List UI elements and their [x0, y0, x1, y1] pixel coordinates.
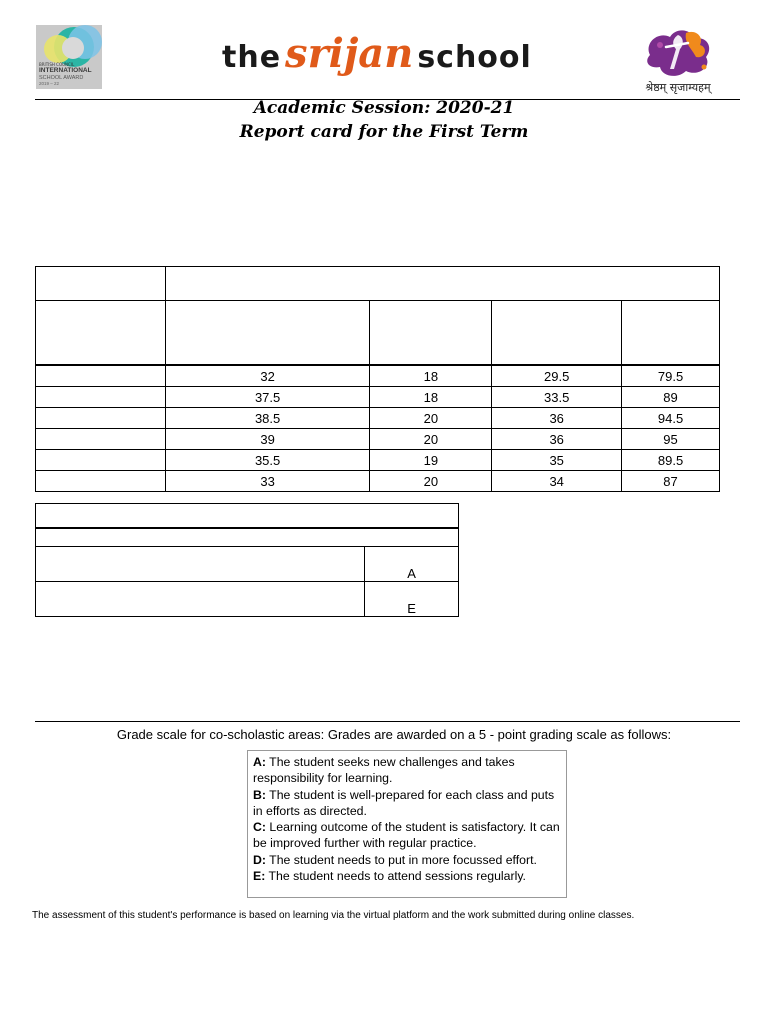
header-cell — [36, 504, 459, 529]
table-row — [36, 365, 720, 387]
school-logo-wordmark — [222, 30, 562, 80]
score-cell: 20 — [370, 471, 492, 492]
subject-cell — [36, 471, 166, 492]
total-cell: 87 — [622, 471, 720, 492]
score-cell: 37.5 — [165, 387, 370, 408]
international-school-award-logo — [36, 25, 102, 89]
logo-the: the — [222, 40, 282, 75]
subject-cell — [36, 429, 166, 450]
subject-cell — [36, 408, 166, 429]
scholastic-marks-table — [35, 266, 720, 492]
award-title: INTERNATIONAL — [39, 67, 92, 74]
grade-scale-item — [253, 819, 566, 852]
table-subheader-row — [36, 301, 720, 366]
total-cell: 89.5 — [622, 450, 720, 471]
report-card-title: Report card for the First Term — [239, 122, 529, 142]
table-row — [36, 547, 459, 582]
table-row — [36, 582, 459, 617]
subject-cell — [36, 387, 166, 408]
table-row — [36, 450, 720, 471]
score-cell: 19 — [370, 450, 492, 471]
award-years: 2019 – 22 — [39, 81, 60, 86]
header-cell — [370, 301, 492, 366]
logo-srijan: srijan — [285, 30, 414, 77]
score-cell: 33 — [165, 471, 370, 492]
grade-cell: E — [365, 582, 459, 617]
school-motto: श्रेष्ठम् सृजाम्यहम् — [645, 81, 711, 94]
grade-scale-heading: Grade scale for co-scholastic areas: Grades are awarded on a 5 - point grading scale as follows: — [116, 727, 672, 742]
section-divider — [35, 721, 740, 722]
grade-scale-item — [253, 787, 566, 820]
grade-letter: A: — [253, 755, 266, 769]
header-cell — [36, 528, 459, 547]
table-row — [36, 471, 720, 492]
header-cell — [165, 301, 370, 366]
table-row — [36, 387, 720, 408]
subject-cell — [36, 365, 166, 387]
activity-cell — [36, 582, 365, 617]
grade-scale-item — [253, 852, 566, 868]
table-subheader-row — [36, 528, 459, 547]
total-cell: 95 — [622, 429, 720, 450]
header-cell — [492, 301, 622, 366]
score-cell: 38.5 — [165, 408, 370, 429]
grade-description: The student is well-prepared for each class and puts in efforts as directed. — [253, 787, 555, 818]
grade-description: Learning outcome of the student is satisfactory. It can be improved further with regular practice. — [253, 820, 560, 851]
score-cell: 39 — [165, 429, 370, 450]
score-cell: 36 — [492, 408, 622, 429]
table-row — [36, 429, 720, 450]
total-cell: 89 — [622, 387, 720, 408]
header-cell — [165, 267, 719, 301]
score-cell: 36 — [492, 429, 622, 450]
score-cell: 20 — [370, 408, 492, 429]
logo-school: school — [417, 40, 532, 75]
grade-scale-item — [253, 754, 566, 787]
score-cell: 35.5 — [165, 450, 370, 471]
total-cell: 94.5 — [622, 408, 720, 429]
score-cell: 34 — [492, 471, 622, 492]
header-cell — [36, 301, 166, 366]
grade-description: The student needs to put in more focussed effort. — [265, 852, 537, 867]
school-emblem-splash-icon — [640, 25, 718, 79]
score-cell: 18 — [370, 365, 492, 387]
table-header-row — [36, 504, 459, 529]
score-cell: 18 — [370, 387, 492, 408]
grade-letter: C: — [253, 820, 266, 835]
activity-cell — [36, 547, 365, 582]
grade-scale-box — [247, 750, 567, 898]
grade-letter: E: — [253, 869, 266, 884]
grade-cell: A — [365, 547, 459, 582]
score-cell: 20 — [370, 429, 492, 450]
header-cell — [622, 301, 720, 366]
grade-letter: B: — [253, 787, 266, 802]
grade-description: The student seeks new challenges and takes responsibility for learning. — [253, 755, 515, 786]
assessment-footnote: The assessment of this student's performance is based on learning via the virtual platform and the work submitted during online classes. — [32, 910, 635, 921]
award-subtitle: SCHOOL AWARD — [39, 75, 84, 81]
score-cell: 35 — [492, 450, 622, 471]
score-cell: 33.5 — [492, 387, 622, 408]
grade-description: The student needs to attend sessions regularly. — [265, 869, 526, 884]
score-cell: 32 — [165, 365, 370, 387]
subject-cell — [36, 450, 166, 471]
total-cell: 79.5 — [622, 365, 720, 387]
co-scholastic-table — [35, 503, 459, 617]
header-cell — [36, 267, 166, 301]
academic-session-title: Academic Session: 2020-21 — [253, 98, 515, 118]
award-org: BRITISH COUNCIL — [39, 62, 75, 67]
grade-letter: D: — [253, 852, 266, 867]
grade-scale-item — [253, 868, 566, 884]
table-header-row — [36, 267, 720, 301]
score-cell: 29.5 — [492, 365, 622, 387]
table-row — [36, 408, 720, 429]
